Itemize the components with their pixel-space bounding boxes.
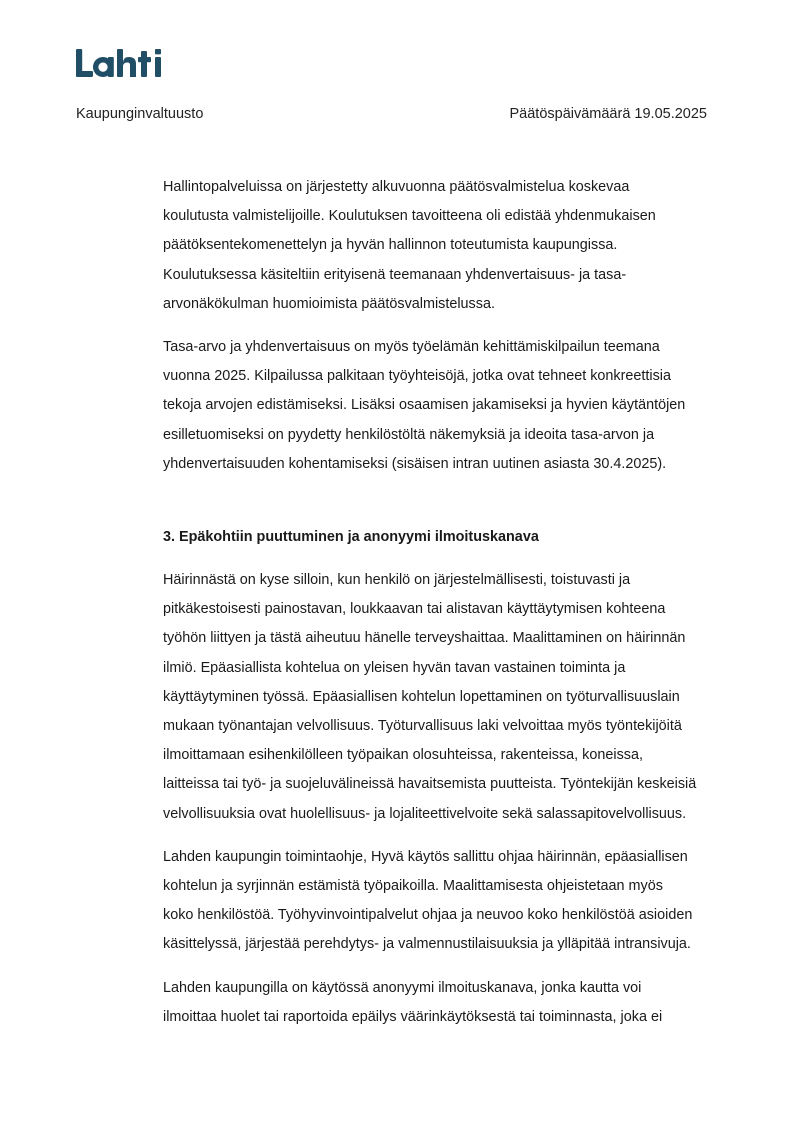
text-line: arvonäkökulman huomioimista päätösvalmistelussa. (163, 295, 495, 312)
text-line: ilmoittaa huolet tai raportoida epäilys väärinkäytöksestä tai toiminnasta, joka ei (163, 1008, 663, 1025)
text-line: koulutusta valmistelijoille. Koulutuksen tavoitteena oli edistää yhdenmukaisen (163, 208, 656, 225)
text-line: Hallintopalveluissa on järjestetty alkuvuonna päätösvalmistelua koskevaa (163, 179, 630, 195)
organization-name: Kaupunginvaltuusto (76, 106, 204, 122)
text-line: pitkäkestoisesti painostavan, loukkaavan tai alistavan käyttäytymisen kohteena (163, 601, 666, 618)
paragraph-5 (163, 974, 723, 1032)
document-body (163, 173, 723, 1046)
text-line: käyttäytyminen työssä. Epäasiallisen kohtelun lopettaminen on työturvallisuuslain (163, 688, 680, 705)
text-line: mukaan työnantajan velvollisuus. Työturvallisuus laki velvoittaa myös työntekijöitä (163, 718, 682, 735)
paragraph-3 (163, 566, 723, 829)
paragraph-4 (163, 843, 723, 960)
paragraph-1 (163, 173, 723, 319)
text-line: Tasa-arvo ja yhdenvertaisuus on myös työelämän kehittämiskilpailun teemana (163, 339, 660, 356)
text-line: vuonna 2025. Kilpailussa palkitaan työyhteisöjä, jotka ovat tehneet konkreettisia (163, 368, 671, 385)
lahti-logo (75, 46, 167, 80)
text-line: Häirinnästä on kyse silloin, kun henkilö on järjestelmällisesti, toistuvasti ja (163, 572, 631, 589)
paragraph-2 (163, 333, 723, 479)
text-line: velvollisuuksia ovat huolellisuus- ja lojaliteettivelvoite sekä salassapitovelvollisuus. (163, 805, 687, 822)
text-line: ilmiö. Epäasiallista kohtelua on yleisen hyvän tavan vastainen toiminta ja (163, 659, 626, 676)
text-line: tekoja arvojen edistämiseksi. Lisäksi osaamisen jakamiseksi ja hyvien käytäntöjen (163, 397, 686, 414)
text-line: päätöksentekomenettelyn ja hyvän hallinnon toteutumista kaupungissa. (163, 237, 618, 254)
text-line: ilmoittamaan esihenkilölleen työpaikan olosuhteissa, rakenteissa, koneissa, (163, 747, 643, 764)
decision-date: Päätöspäivämäärä 19.05.2025 (509, 106, 707, 122)
text-line: käsittelyssä, järjestää perehdytys- ja valmennustilaisuuksia ja ylläpitää intransivuja. (163, 936, 691, 953)
section-heading: 3. Epäkohtiin puuttuminen ja anonyymi ilmoituskanava (163, 529, 539, 546)
text-line: koko henkilöstöä. Työhyvinvointipalvelut ohjaa ja neuvoo koko henkilöstöä asioiden (163, 907, 693, 924)
text-line: kohtelun ja syrjinnän estämistä työpaikoilla. Maalittamisesta ohjeistetaan myös (163, 878, 663, 895)
text-line: yhdenvertaisuuden kohentamiseksi (sisäisen intran uutinen asiasta 30.4.2025). (163, 455, 667, 472)
text-line: esilletuomiseksi on pyydetty henkilöstöltä näkemyksiä ja ideoita tasa-arvon ja (163, 426, 655, 443)
text-line: työhön liittyen ja tästä aiheutuu hänelle terveyshaittaa. Maalittaminen on häirinnän (163, 630, 686, 647)
text-line: Lahden kaupungin toimintaohje, Hyvä käytös sallittu ohjaa häirinnän, epäasiallisen (163, 848, 688, 865)
text-line: Koulutuksessa käsiteltiin erityisenä teemanaan yhdenvertaisuus- ja tasa- (163, 266, 627, 283)
text-line: laitteissa tai työ- ja suojeluvälineissä havaitsemista puutteista. Työntekijän keskeisiä (163, 776, 697, 793)
lahti-logo-mark (75, 46, 167, 80)
text-line: Lahden kaupungilla on käytössä anonyymi ilmoituskanava, jonka kautta voi (163, 979, 642, 996)
